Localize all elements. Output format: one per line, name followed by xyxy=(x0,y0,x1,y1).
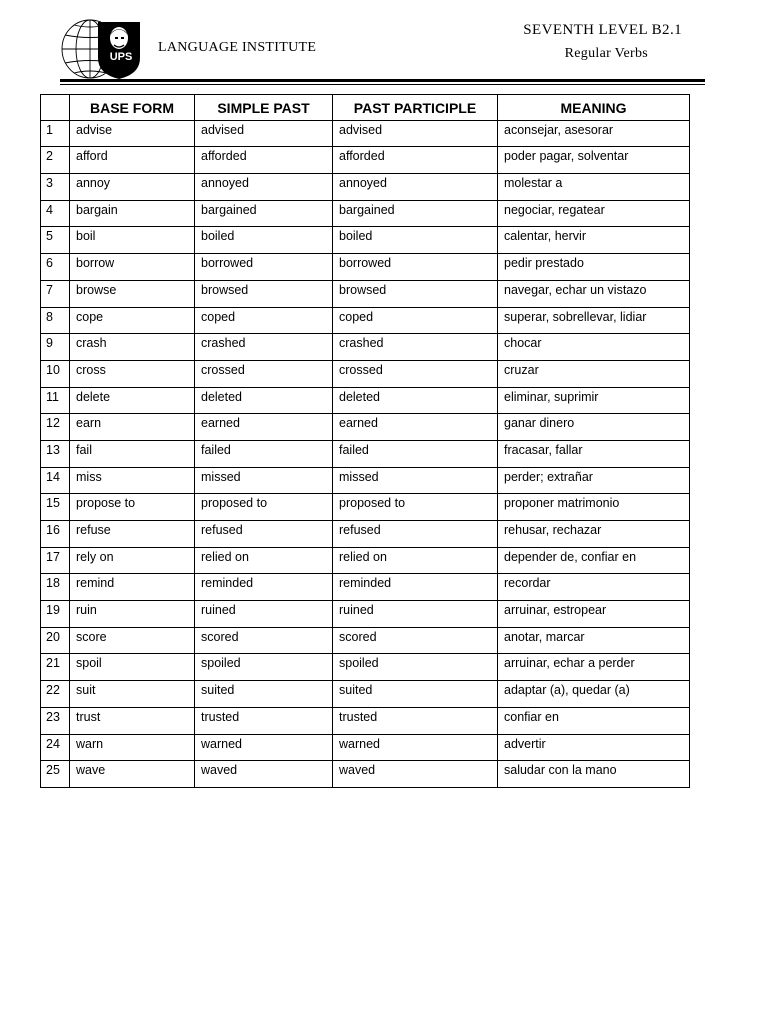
past-participle-cell: refused xyxy=(333,521,498,548)
meaning-cell: adaptar (a), quedar (a) xyxy=(498,681,690,708)
header-rule-thin xyxy=(60,84,705,85)
table-row xyxy=(41,521,690,548)
simple-past-cell: missed xyxy=(195,467,333,494)
document-subtitle: Regular Verbs xyxy=(564,46,648,61)
row-number: 8 xyxy=(41,307,70,334)
table-row xyxy=(41,280,690,307)
base-form-cell: earn xyxy=(70,414,195,441)
table-row xyxy=(41,360,690,387)
row-number: 1 xyxy=(41,120,70,147)
simple-past-cell: scored xyxy=(195,627,333,654)
simple-past-cell: coped xyxy=(195,307,333,334)
table-row xyxy=(41,734,690,761)
meaning-cell: fracasar, fallar xyxy=(498,440,690,467)
meaning-cell: advertir xyxy=(498,734,690,761)
simple-past-cell: waved xyxy=(195,761,333,788)
base-form-cell: ruin xyxy=(70,601,195,628)
meaning-cell: saludar con la mano xyxy=(498,761,690,788)
base-form-cell: propose to xyxy=(70,494,195,521)
past-participle-cell: crossed xyxy=(333,360,498,387)
table-row xyxy=(41,334,690,361)
row-number: 20 xyxy=(41,627,70,654)
row-number: 13 xyxy=(41,440,70,467)
meaning-cell: perder; extrañar xyxy=(498,467,690,494)
simple-past-cell: browsed xyxy=(195,280,333,307)
past-participle-cell: spoiled xyxy=(333,654,498,681)
table-row xyxy=(41,601,690,628)
simple-past-cell: crashed xyxy=(195,334,333,361)
simple-past-cell: ruined xyxy=(195,601,333,628)
table-row xyxy=(41,574,690,601)
base-form-cell: annoy xyxy=(70,174,195,201)
table-row xyxy=(41,227,690,254)
simple-past-cell: borrowed xyxy=(195,254,333,281)
row-number: 3 xyxy=(41,174,70,201)
simple-past-cell: deleted xyxy=(195,387,333,414)
base-form-cell: fail xyxy=(70,440,195,467)
base-form-cell: score xyxy=(70,627,195,654)
row-number: 15 xyxy=(41,494,70,521)
row-number: 16 xyxy=(41,521,70,548)
simple-past-cell: proposed to xyxy=(195,494,333,521)
table-header-row xyxy=(41,95,690,121)
past-participle-cell: advised xyxy=(333,120,498,147)
past-participle-cell: trusted xyxy=(333,707,498,734)
logo-label: UPS xyxy=(109,51,133,63)
meaning-cell: negociar, regatear xyxy=(498,200,690,227)
past-participle-cell: coped xyxy=(333,307,498,334)
simple-past-cell: earned xyxy=(195,414,333,441)
simple-past-cell: crossed xyxy=(195,360,333,387)
base-form-cell: remind xyxy=(70,574,195,601)
row-number: 9 xyxy=(41,334,70,361)
simple-past-cell: afforded xyxy=(195,147,333,174)
meaning-cell: depender de, confiar en xyxy=(498,547,690,574)
base-form-cell: boil xyxy=(70,227,195,254)
table-row xyxy=(41,147,690,174)
meaning-cell: anotar, marcar xyxy=(498,627,690,654)
row-number: 23 xyxy=(41,707,70,734)
table-row xyxy=(41,681,690,708)
table-row xyxy=(41,761,690,788)
table-row xyxy=(41,120,690,147)
row-number: 24 xyxy=(41,734,70,761)
past-participle-cell: deleted xyxy=(333,387,498,414)
table-row xyxy=(41,200,690,227)
institute-name: LANGUAGE INSTITUTE xyxy=(158,40,317,55)
simple-past-cell: warned xyxy=(195,734,333,761)
simple-past-cell: advised xyxy=(195,120,333,147)
column-header-meaning: MEANING xyxy=(498,95,690,121)
row-number: 6 xyxy=(41,254,70,281)
simple-past-cell: boiled xyxy=(195,227,333,254)
past-participle-cell: ruined xyxy=(333,601,498,628)
past-participle-cell: proposed to xyxy=(333,494,498,521)
meaning-cell: pedir prestado xyxy=(498,254,690,281)
meaning-cell: calentar, hervir xyxy=(498,227,690,254)
row-number: 14 xyxy=(41,467,70,494)
row-number: 4 xyxy=(41,200,70,227)
simple-past-cell: failed xyxy=(195,440,333,467)
base-form-cell: cross xyxy=(70,360,195,387)
past-participle-cell: relied on xyxy=(333,547,498,574)
base-form-cell: warn xyxy=(70,734,195,761)
meaning-cell: arruinar, echar a perder xyxy=(498,654,690,681)
past-participle-cell: reminded xyxy=(333,574,498,601)
past-participle-cell: afforded xyxy=(333,147,498,174)
past-participle-cell: missed xyxy=(333,467,498,494)
base-form-cell: refuse xyxy=(70,521,195,548)
base-form-cell: borrow xyxy=(70,254,195,281)
table-row xyxy=(41,494,690,521)
row-number: 5 xyxy=(41,227,70,254)
simple-past-cell: refused xyxy=(195,521,333,548)
row-number: 19 xyxy=(41,601,70,628)
base-form-cell: miss xyxy=(70,467,195,494)
column-header-simple-past: SIMPLE PAST xyxy=(195,95,333,121)
meaning-cell: superar, sobrellevar, lidiar xyxy=(498,307,690,334)
regular-verbs-table xyxy=(40,94,690,788)
meaning-cell: eliminar, suprimir xyxy=(498,387,690,414)
meaning-cell: navegar, echar un vistazo xyxy=(498,280,690,307)
table-row xyxy=(41,547,690,574)
base-form-cell: suit xyxy=(70,681,195,708)
simple-past-cell: annoyed xyxy=(195,174,333,201)
table-row xyxy=(41,307,690,334)
column-header-base-form: BASE FORM xyxy=(70,95,195,121)
meaning-cell: recordar xyxy=(498,574,690,601)
header-rule-thick xyxy=(60,79,705,82)
base-form-cell: bargain xyxy=(70,200,195,227)
row-number: 7 xyxy=(41,280,70,307)
meaning-cell: molestar a xyxy=(498,174,690,201)
meaning-cell: arruinar, estropear xyxy=(498,601,690,628)
meaning-cell: rehusar, rechazar xyxy=(498,521,690,548)
page-header xyxy=(0,0,768,90)
past-participle-cell: warned xyxy=(333,734,498,761)
simple-past-cell: bargained xyxy=(195,200,333,227)
table-row xyxy=(41,387,690,414)
simple-past-cell: spoiled xyxy=(195,654,333,681)
past-participle-cell: earned xyxy=(333,414,498,441)
simple-past-cell: reminded xyxy=(195,574,333,601)
row-number: 11 xyxy=(41,387,70,414)
simple-past-cell: trusted xyxy=(195,707,333,734)
base-form-cell: crash xyxy=(70,334,195,361)
row-number: 25 xyxy=(41,761,70,788)
past-participle-cell: annoyed xyxy=(333,174,498,201)
table-row xyxy=(41,254,690,281)
row-number: 10 xyxy=(41,360,70,387)
past-participle-cell: scored xyxy=(333,627,498,654)
level-title: SEVENTH LEVEL B2.1 xyxy=(523,22,682,38)
meaning-cell: chocar xyxy=(498,334,690,361)
meaning-cell: cruzar xyxy=(498,360,690,387)
past-participle-cell: bargained xyxy=(333,200,498,227)
table-row xyxy=(41,707,690,734)
table-body xyxy=(41,120,690,787)
meaning-cell: confiar en xyxy=(498,707,690,734)
row-number: 22 xyxy=(41,681,70,708)
simple-past-cell: relied on xyxy=(195,547,333,574)
base-form-cell: delete xyxy=(70,387,195,414)
row-number: 2 xyxy=(41,147,70,174)
table-row xyxy=(41,654,690,681)
past-participle-cell: crashed xyxy=(333,334,498,361)
row-number: 17 xyxy=(41,547,70,574)
past-participle-cell: failed xyxy=(333,440,498,467)
past-participle-cell: suited xyxy=(333,681,498,708)
base-form-cell: rely on xyxy=(70,547,195,574)
past-participle-cell: boiled xyxy=(333,227,498,254)
base-form-cell: browse xyxy=(70,280,195,307)
base-form-cell: cope xyxy=(70,307,195,334)
simple-past-cell: suited xyxy=(195,681,333,708)
base-form-cell: trust xyxy=(70,707,195,734)
table-row xyxy=(41,440,690,467)
base-form-cell: afford xyxy=(70,147,195,174)
row-number: 18 xyxy=(41,574,70,601)
base-form-cell: spoil xyxy=(70,654,195,681)
row-number: 12 xyxy=(41,414,70,441)
table-row xyxy=(41,467,690,494)
meaning-cell: poder pagar, solventar xyxy=(498,147,690,174)
meaning-cell: ganar dinero xyxy=(498,414,690,441)
row-number: 21 xyxy=(41,654,70,681)
past-participle-cell: browsed xyxy=(333,280,498,307)
column-header-past-participle: PAST PARTICIPLE xyxy=(333,95,498,121)
ups-logo xyxy=(60,18,142,80)
past-participle-cell: borrowed xyxy=(333,254,498,281)
base-form-cell: advise xyxy=(70,120,195,147)
table-row xyxy=(41,414,690,441)
table-row xyxy=(41,174,690,201)
base-form-cell: wave xyxy=(70,761,195,788)
past-participle-cell: waved xyxy=(333,761,498,788)
meaning-cell: proponer matrimonio xyxy=(498,494,690,521)
meaning-cell: aconsejar, asesorar xyxy=(498,120,690,147)
table-row xyxy=(41,627,690,654)
column-header-number xyxy=(41,95,70,121)
